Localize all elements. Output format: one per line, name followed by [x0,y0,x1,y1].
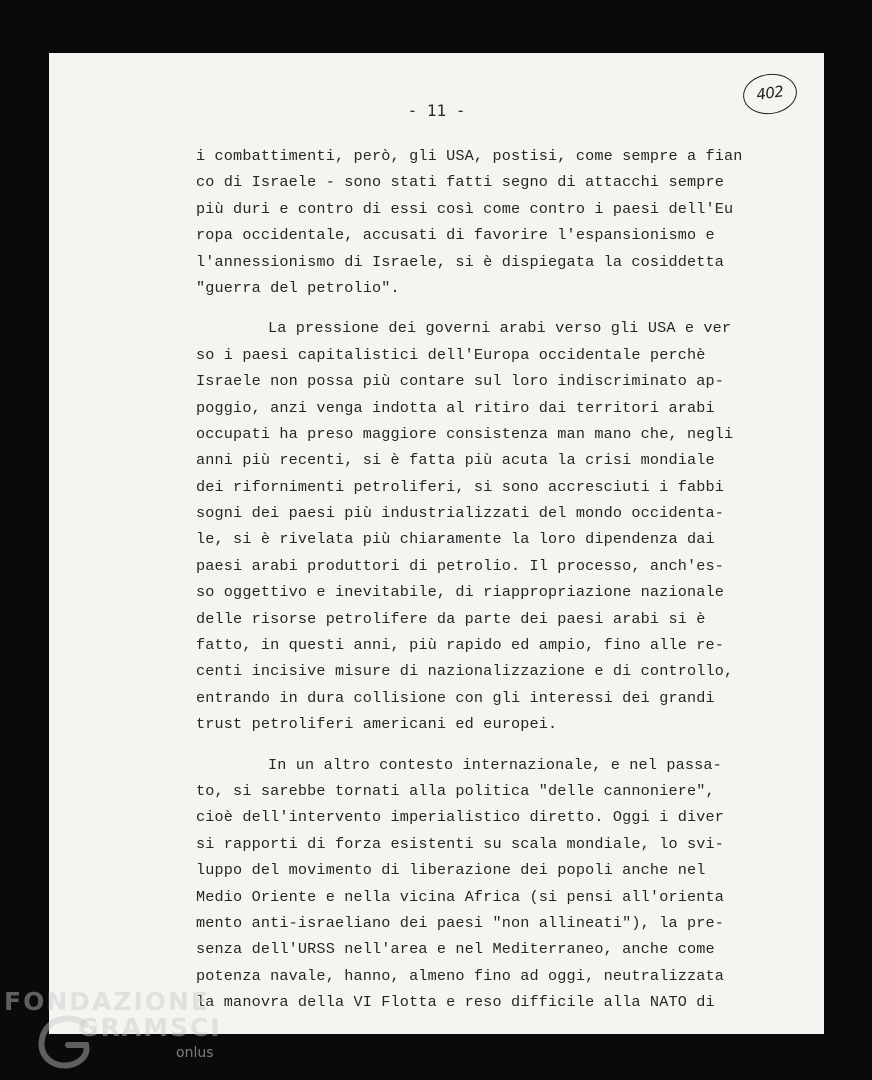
watermark [0,985,300,1080]
text-line: anni più recenti, si è fatta più acuta la crisi mondiale [196,451,715,470]
text-line: senza dell'URSS nell'area e nel Mediterraneo, anche come [196,940,715,959]
text-line: più duri e contro di essi così come contro i paesi dell'Eu [196,199,734,218]
text-line: ropa occidentale, accusati di favorire l'espansionismo e [196,226,715,245]
paragraph [196,315,736,737]
page-number: - 11 - [407,101,466,120]
text-line: trust petroliferi americani ed europei. [196,715,558,734]
text-line: si rapporti di forza esistenti su scala mondiale, lo svi- [196,834,725,853]
text-line: i combattimenti, però, gli USA, postisi, come sempre a fian [196,147,743,165]
paragraph [196,752,736,1016]
text-line: l'annessionismo di Israele, si è dispiegata la cosiddetta [196,252,725,271]
document-body [196,143,743,1030]
text-line: In un altro contesto internazionale, e nel passa- [268,755,722,774]
text-line: cioè dell'intervento imperialistico diretto. Oggi i diver [196,808,725,827]
document-page [49,53,824,1034]
watermark-line-2: GRAMSCI [78,1013,222,1042]
text-line: so i paesi capitalistici dell'Europa occidentale perchè [196,345,706,364]
text-line: to, si sarebbe tornati alla politica "delle cannoniere", [196,781,715,800]
text-line: luppo del movimento di liberazione dei popoli anche nel [196,861,706,880]
text-line: mento anti-israeliano dei paesi "non allineati"), la pre- [196,913,725,932]
text-line: fatto, in questi anni, più rapido ed ampio, fino alle re- [196,636,725,655]
text-line: sogni dei paesi più industrializzati del mondo occidenta- [196,504,725,523]
text-line: "guerra del petrolio". [196,278,400,297]
text-line: Medio Oriente e nella vicina Africa (si pensi all'orienta [196,887,725,906]
text-line: co di Israele - sono stati fatti segno di attacchi sempre [196,173,725,192]
text-line: so oggettivo e inevitabile, di riappropriazione nazionale [196,583,725,602]
text-line: Israele non possa più contare sul loro indiscriminato ap- [196,372,725,391]
text-line: potenza navale, hanno, almeno fino ad oggi, neutralizzata [196,966,725,985]
text-line: la manovra della VI Flotta e reso difficile alla NATO di [196,993,715,1012]
text-line: occupati ha preso maggiore consistenza man mano che, negli [196,424,734,443]
text-line: delle risorse petrolifere da parte dei paesi arabi si è [196,609,706,628]
watermark-line-1: FONDAZIONE [4,987,211,1016]
text-line: centi incisive misure di nazionalizzazione e di controllo, [196,662,734,681]
paragraph [196,143,743,301]
watermark-line-3: onlus [176,1045,214,1061]
text-line: entrando in dura collisione con gli interessi dei grandi [196,688,715,707]
archive-number: 402 [755,82,785,104]
text-line: paesi arabi produttori di petrolio. Il processo, anch'es- [196,556,725,575]
text-line: poggio, anzi venga indotta al ritiro dai territori arabi [196,398,715,417]
text-line: La pressione dei governi arabi verso gli USA e ver [268,319,732,338]
text-line: le, si è rivelata più chiaramente la loro dipendenza dai [196,530,715,549]
text-line: dei rifornimenti petroliferi, si sono accresciuti i fabbi [196,477,725,496]
